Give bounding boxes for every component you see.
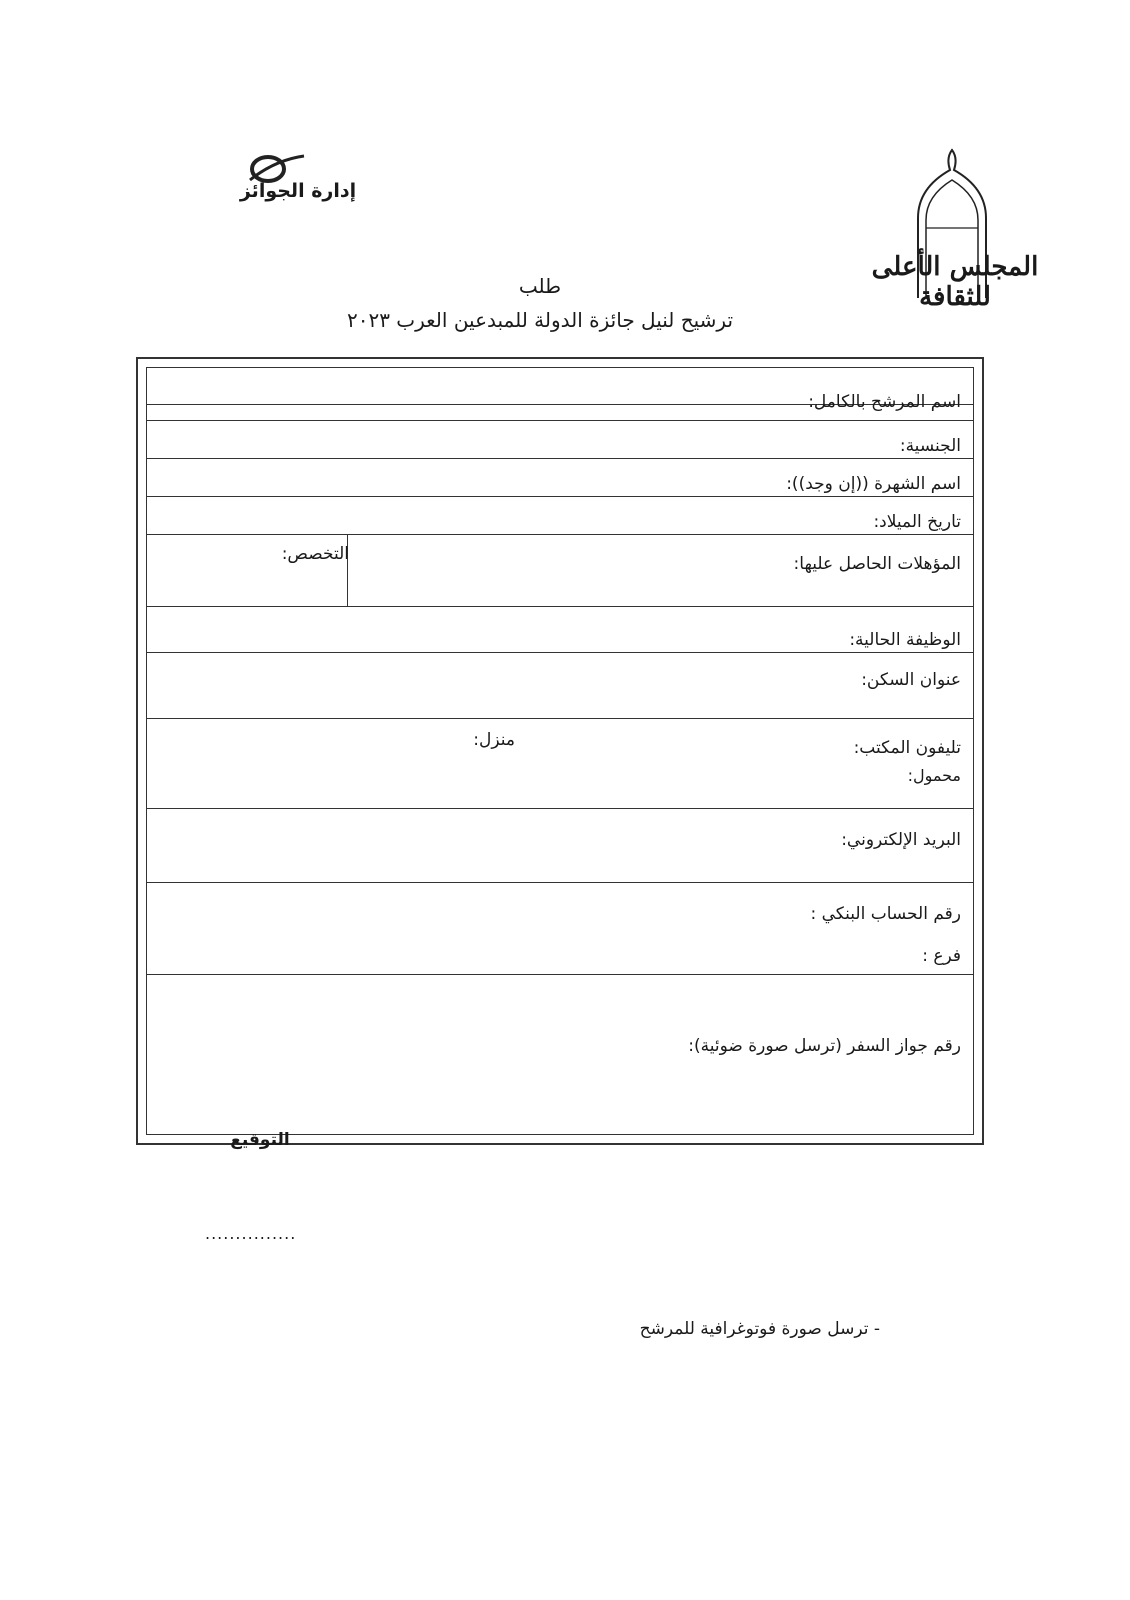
- form-subtitle: ترشيح لنيل جائزة الدولة للمبدعين العرب ٢٠٢٣: [346, 308, 734, 332]
- council-logo-text: المجلس الأعلى للثقافة: [871, 252, 1039, 312]
- mobile-field[interactable]: محمول:: [907, 766, 961, 785]
- email-field[interactable]: البريد الإلكتروني:: [841, 830, 961, 850]
- nomination-form: [136, 357, 984, 1145]
- branch-field[interactable]: فرع :: [922, 946, 961, 966]
- bank-account-field[interactable]: رقم الحساب البنكي :: [810, 904, 961, 924]
- current-job-field[interactable]: الوظيفة الحالية:: [849, 630, 961, 650]
- signature-label: التوقيع: [230, 1130, 290, 1150]
- specialization-field[interactable]: التخصص:: [281, 544, 349, 564]
- birth-date-field[interactable]: تاريخ الميلاد:: [873, 512, 961, 532]
- row-divider: [147, 882, 973, 883]
- awards-logo-text: إدارة الجوائز: [239, 180, 357, 202]
- row-divider: [147, 458, 973, 459]
- row-divider: [147, 974, 973, 975]
- nationality-field[interactable]: الجنسية:: [899, 436, 961, 456]
- form-title: طلب: [518, 274, 562, 298]
- photo-note: - ترسل صورة فوتوغرافية للمرشح: [639, 1319, 880, 1339]
- home-phone-field[interactable]: منزل:: [473, 730, 515, 750]
- row-divider: [147, 808, 973, 809]
- form-inner-frame: [146, 367, 974, 1135]
- supreme-council-culture-logo: [870, 148, 1040, 318]
- row-divider: [147, 420, 973, 421]
- full-name-field[interactable]: اسم المرشح بالكامل:: [808, 392, 961, 412]
- awards-department-logo: [228, 152, 368, 212]
- office-phone-field[interactable]: تليفون المكتب:: [853, 738, 961, 758]
- row-divider: [147, 718, 973, 719]
- address-field[interactable]: عنوان السكن:: [861, 670, 961, 690]
- qualifications-field[interactable]: المؤهلات الحاصل عليها:: [793, 554, 961, 574]
- signature-line[interactable]: ...............: [205, 1224, 297, 1243]
- nickname-field[interactable]: اسم الشهرة ((إن وجد)):: [786, 474, 961, 494]
- row-divider: [147, 652, 973, 653]
- row-divider: [147, 496, 973, 497]
- passport-field[interactable]: رقم جواز السفر (ترسل صورة ضوئية):: [688, 1036, 961, 1056]
- row-divider: [147, 534, 973, 535]
- row-divider: [147, 606, 973, 607]
